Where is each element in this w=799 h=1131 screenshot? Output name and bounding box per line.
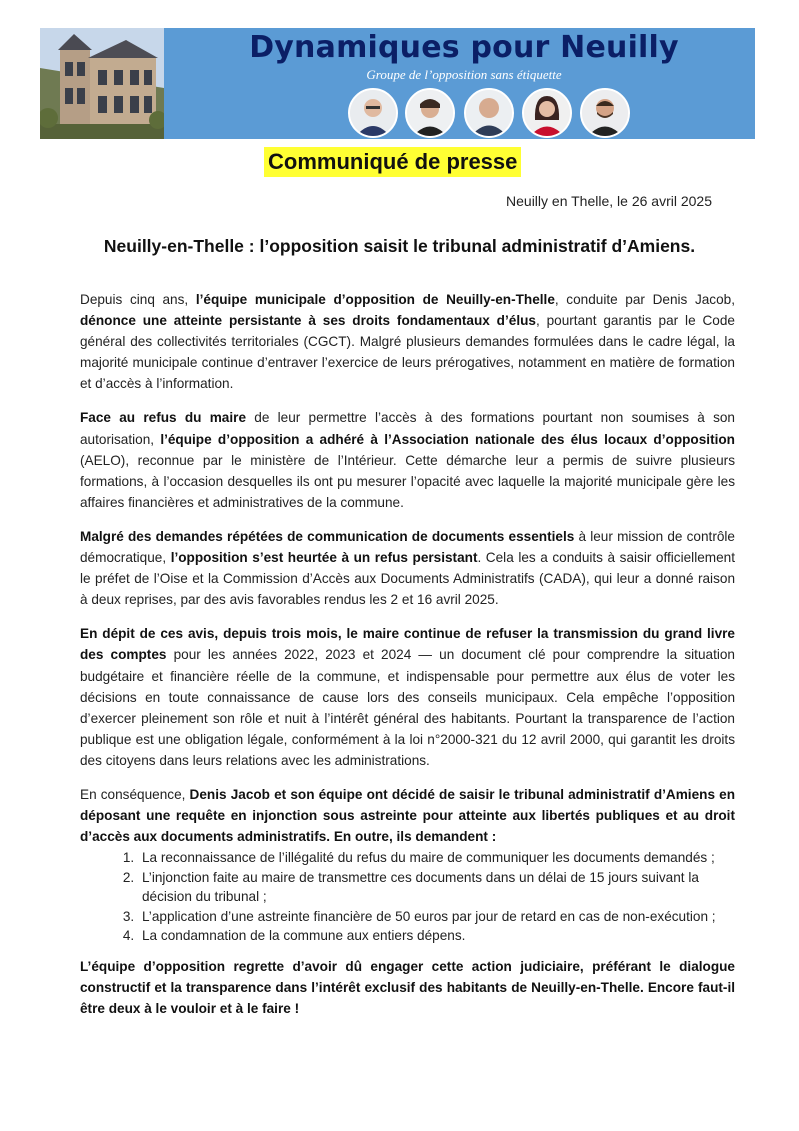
paragraph-text: à leur mission de contrôle démocratique, [80, 528, 735, 566]
paragraph-text: En conséquence, [80, 786, 190, 802]
member-avatars [346, 88, 606, 138]
paragraph-text: Depuis cinq ans, [80, 292, 196, 307]
paragraph-emphasis: l’opposition s’est heurtée à un refus persistant [170, 550, 478, 566]
headline: Neuilly-en-Thelle : l’opposition saisit le tribunal administratif d’Amiens. [103, 236, 696, 256]
list-item: 2. L’injonction faite au maire de transmettre ces documents dans un délai de 15 jours suivant la décision du tribunal ; [138, 868, 735, 907]
paragraph-emphasis: l’équipe municipale d’opposition de Neuilly-en-Thelle [195, 292, 555, 307]
paragraph-text: , pourtant garantis par le Code général des collectivités territoriales (CGCT). Malgré plusieurs demandes formulées dans le cadre légal, la majorité municipale continue d’entraver l’exercice de leurs prérogatives, notamment en matière de formation et d’accès à l’information. [80, 313, 735, 392]
list-item: 1. La reconnaissance de l’illégalité du refus du maire de communiquer les documents demandés ; [138, 848, 735, 868]
building-photo [40, 28, 164, 139]
paragraph-text: . Cela les a conduits à saisir officiellement le préfet de l’Oise et la Commission d’Accès aux Documents Administratifs (CADA), qui leur a donné raison à deux reprises, par des avis favorables rendus les 2 et 16 avril 2025. [80, 550, 735, 608]
paragraph-emphasis: l’équipe d’opposition a adhéré à l’Association nationale des élus locaux d’opposition [160, 431, 735, 447]
paragraph-text: pour les années 2022, 2023 et 2024 — un document clé pour comprendre la situation budgétaire et financière réelle de la commune, et indispensable pour permettre aux élus de voter les décisions en toute connaissance de cause lors des conseils municipaux. Cela empêche l’opposition d’exercer pleinement son rôle et nuit à l’intérêt général des habitants. Pourtant la transparence de l’action publique est une obligation légale, conformément à la loi n°2000-321 du 12 avril 2000, qui garantit les droits des citoyens dans leurs relations avec les administrations. [80, 647, 735, 768]
date-line: Neuilly en Thelle, le 26 avril 2025 [506, 193, 712, 209]
paragraph-text: de leur permettre l’accès à des formations pourtant non soumises à son autorisation, [80, 410, 735, 447]
paragraph-emphasis: dénonce une atteinte persistante à ses droits fondamentaux d’élus [80, 313, 536, 329]
demands-list [80, 848, 735, 946]
closing-paragraph: L’équipe d’opposition regrette d’avoir dû engager cette action judiciaire, préférant le dialogue constructif et la transparence dans l’intérêt exclusif des habitants de Neuilly-en-Thelle. Encore faut-il être deux à le vouloir et à le faire ! [80, 958, 735, 1016]
group-subtitle: Groupe de l’opposition sans étiquette [366, 67, 562, 82]
paragraph-5 [80, 784, 735, 847]
paragraph-emphasis: Face au refus du maire [80, 410, 246, 426]
paragraph-2 [80, 407, 735, 512]
member-2-avatar [405, 88, 455, 138]
member-1-avatar [348, 88, 398, 138]
member-3-avatar [464, 88, 514, 138]
paragraph-text: , conduite par Denis Jacob, [554, 292, 735, 307]
paragraph-emphasis: Denis Jacob et son équipe ont décidé de saisir le tribunal administratif d’Amiens en déposant une requête en injonction sous astreinte pour atteinte aux libertés publiques et au droit d’accès aux documents administratifs. En outre, ils demandent : [80, 786, 735, 845]
member-5-avatar [580, 88, 630, 138]
press-release-label: Communiqué de presse [264, 147, 521, 177]
header-banner [40, 28, 755, 139]
paragraph-emphasis: Malgré des demandes répétées de communication de documents essentiels [80, 528, 575, 544]
paragraph-4 [80, 623, 735, 771]
list-item: 4. La condamnation de la commune aux entiers dépens. [138, 926, 735, 946]
paragraph-1 [80, 289, 735, 394]
group-title: Dynamiques pour Neuilly [249, 30, 679, 65]
town-hall-illustration [40, 28, 164, 139]
paragraph-3 [80, 526, 735, 610]
paragraph-emphasis: En dépit de ces avis, depuis trois mois, le maire continue de refuser la transmission du grand livre des comptes [80, 626, 735, 663]
member-4-avatar [522, 88, 572, 138]
paragraph-text: (AELO), reconnue par le ministère de l’Intérieur. Cette démarche leur a permis de suivre plusieurs formations, à l’occasion desquelles ils ont pu mesurer l’opacité avec laquelle la majorité municipale gère les affaires financières et administratives de la commune. [80, 452, 735, 510]
article-body [80, 289, 735, 1032]
list-item: 3. L’application d’une astreinte financière de 50 euros par jour de retard en cas de non-exécution ; [138, 907, 735, 927]
